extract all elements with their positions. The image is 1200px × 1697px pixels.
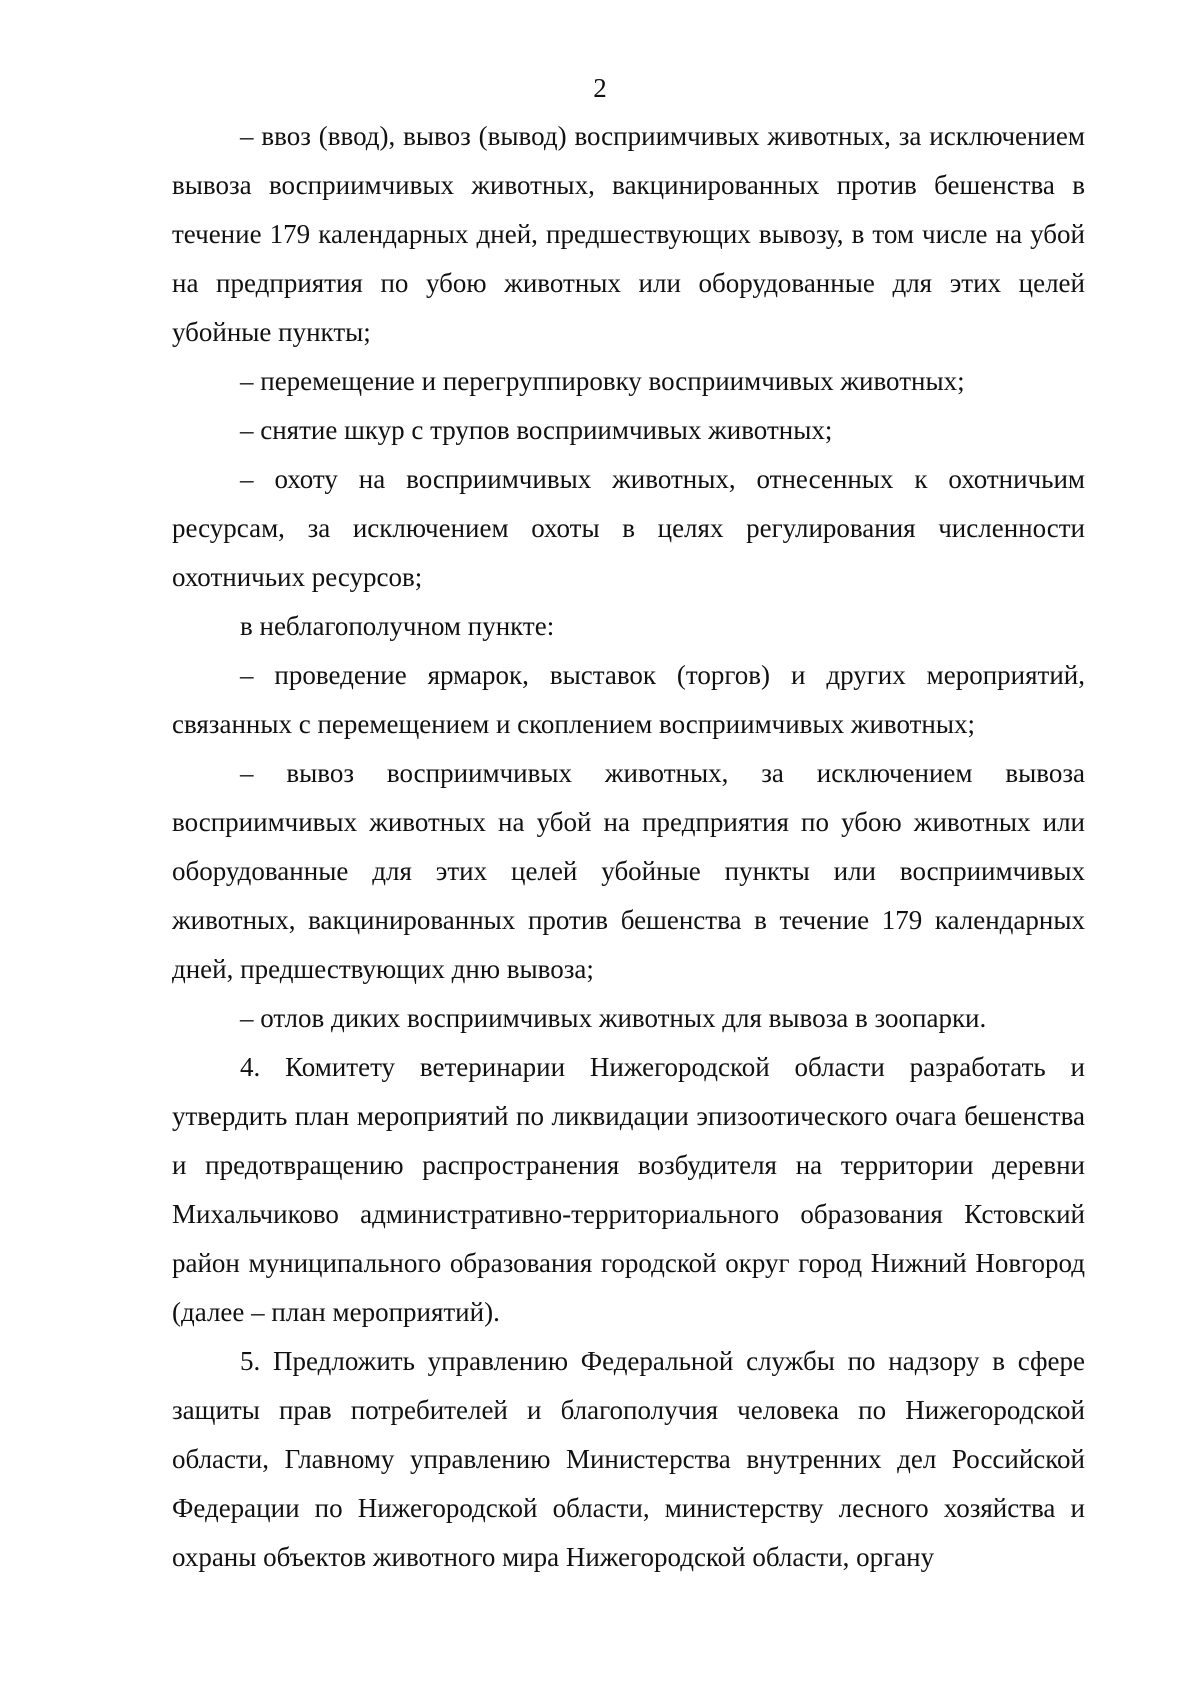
paragraph-skinning-ban: – снятие шкур с трупов восприимчивых животных; xyxy=(240,415,833,445)
paragraph-hunting-ban: – охоту на восприимчивых животных, отнесенных к охотничьим ресурсам, за исключением охоты в целях регулирования численности охотничьих ресурсов; xyxy=(172,464,1085,592)
paragraph-item-4: 4. Комитету ветеринарии Нижегородской области разработать и утвердить план мероприятий по ликвидации эпизоотического очага бешенства и предотвращению распространения возбудителя на территории деревни Михальчиково административно-территориального образования Кстовский район муниципального образования городской округ город Нижний Новгород (далее – план мероприятий). xyxy=(172,1052,1085,1327)
paragraph-regrouping-ban: – перемещение и перегруппировку восприимчивых животных; xyxy=(240,366,965,396)
document-body xyxy=(172,112,1085,1582)
paragraph-capture-ban: – отлов диких восприимчивых животных для вывоза в зоопарки. xyxy=(240,1003,987,1033)
paragraph-fairs-ban: – проведение ярмарок, выставок (торгов) и других мероприятий, связанных с перемещением и скоплением восприимчивых животных; xyxy=(172,660,1085,739)
paragraph-item-5: 5. Предложить управлению Федеральной службы по надзору в сфере защиты прав потребителей и благополучия человека по Нижегородской области, Главному управлению Министерства внутренних дел Российской Федерации по Нижегородской области, министерству лесного хозяйства и охраны объектов животного мира Нижегородской области, органу xyxy=(172,1346,1085,1572)
paragraph-affected-point-heading: в неблагополучном пункте: xyxy=(240,611,555,641)
paragraph-removal-ban: – вывоз восприимчивых животных, за исключением вывоза восприимчивых животных на убой на предприятия по убою животных или оборудованные для этих целей убойные пункты или восприимчивых животных, вакцинированных против бешенства в течение 179 календарных дней, предшествующих дню вывоза; xyxy=(172,758,1085,984)
page-number: 2 xyxy=(593,73,607,103)
paragraph-import-export-ban: – ввоз (ввод), вывоз (вывод) восприимчивых животных, за исключением вывоза восприимчивых животных, вакцинированных против бешенства в течение 179 календарных дней, предшествующих вывозу, в том числе на убой на предприятия по убою животных или оборудованные для этих целей убойные пункты; xyxy=(172,121,1085,347)
